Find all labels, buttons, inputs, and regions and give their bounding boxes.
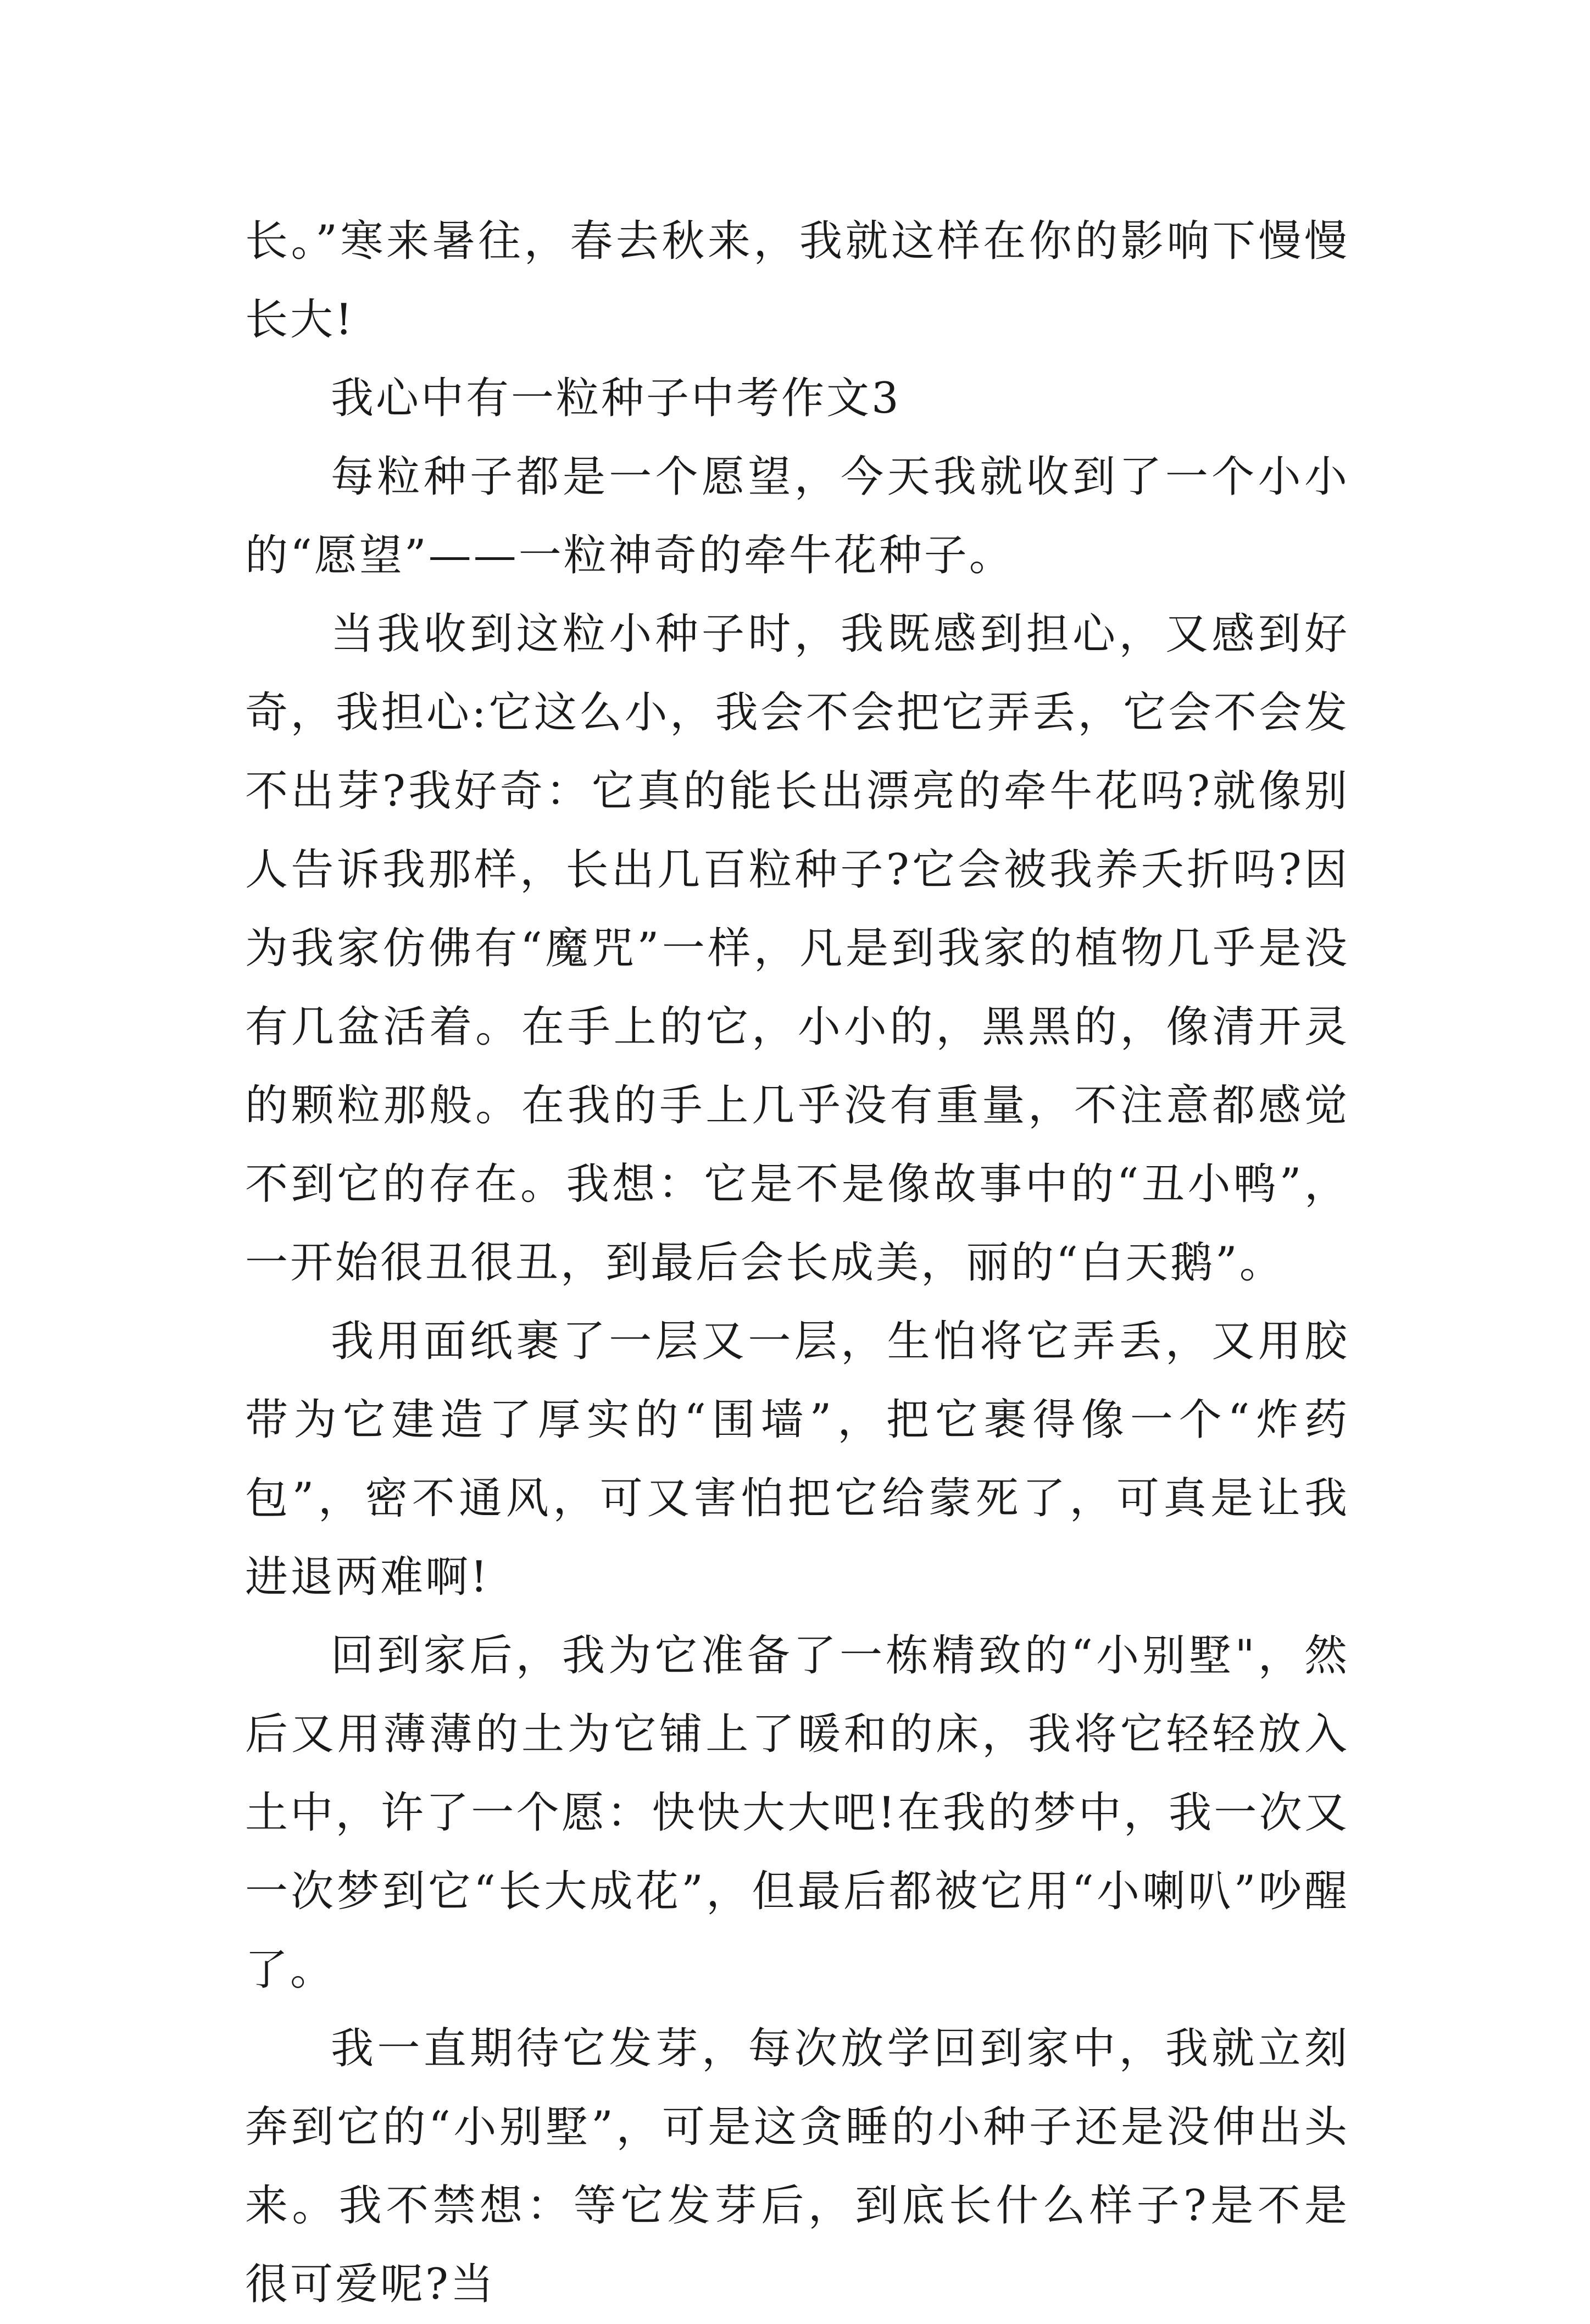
paragraph: 我用面纸裹了一层又一层，生怕将它弄丢，又用胶带为它建造了厚实的“围墙”，把它裹得像一个“炸药包”，密不通风，可又害怕把它给蒙死了，可真是让我进退两难啊! xyxy=(245,1317,1349,1602)
essay-body xyxy=(245,202,1349,2324)
paragraph-continuation: 长。”寒来暑往，春去秋来，我就这样在你的影响下慢慢长大! xyxy=(245,217,1349,345)
paragraph: 每粒种子都是一个愿望，今天我就收到了一个小小的“愿望”——一粒神奇的牵牛花种子。 xyxy=(245,452,1349,580)
paragraph: 我一直期待它发芽，每次放学回到家中，我就立刻奔到它的“小别墅”，可是这贪睡的小种子还是没伸出头来。我不禁想：等它发芽后，到底长什么样子?是不是很可爱呢?当 xyxy=(245,2024,1349,2309)
paragraph: 回到家后，我为它准备了一栋精致的“小别墅"，然后又用薄薄的土为它铺上了暖和的床，我将它轻轻放入土中，许了一个愿：快快大大吧!在我的梦中，我一次又一次梦到它“长大成花”，但最后都被它用“小喇叭”吵醒了。 xyxy=(245,1631,1349,1995)
paragraph: 当我收到这粒小种子时，我既感到担心，又感到好奇，我担心:它这么小，我会不会把它弄丢，它会不会发不出芽?我好奇：它真的能长出漂亮的牵牛花吗?就像别人告诉我那样，长出几百粒种子?它会被我养夭折吗?因为我家仿佛有“魔咒”一样，凡是到我家的植物几乎是没有几盆活着。在手上的它，小小的，黑黑的，像清开灵的颗粒那般。在我的手上几乎没有重量，不注意都感觉不到它的存在。我想：它是不是像故事中的“丑小鸭”，一开始很丑很丑，到最后会长成美，丽的“白天鹅”。 xyxy=(245,609,1349,1288)
essay-title: 我心中有一粒种子中考作文3 xyxy=(331,374,901,423)
